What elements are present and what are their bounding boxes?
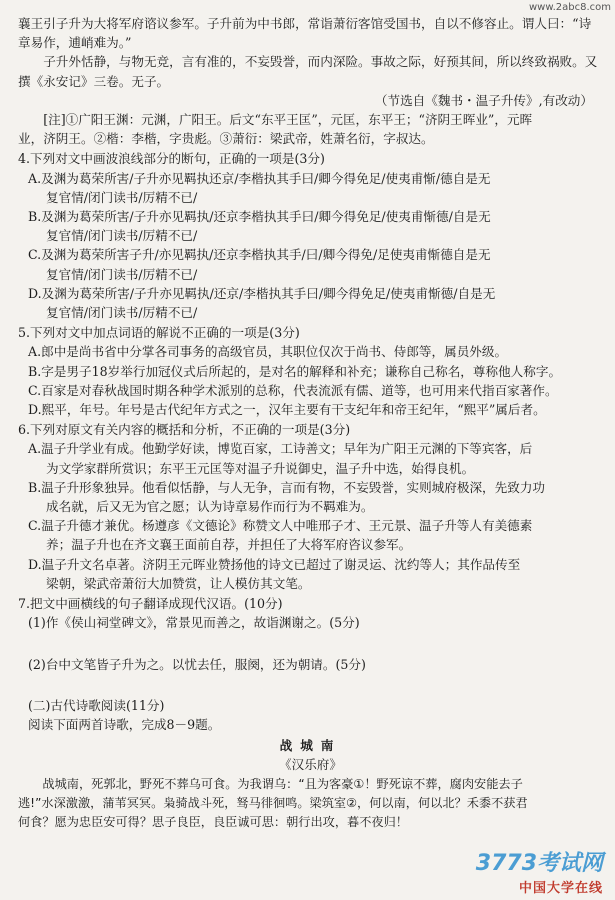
q6-option-c-line2: 养；温子升也在齐文襄王面前自荐，并担任了大将军府咨议参军。 [46,537,412,553]
passage-note-2: 业，济阴王。②楷：李楷，字贵彪。③萧衍：梁武帝，姓萧名衍，字叔达。 [18,131,434,147]
passage-note-1: [注]①广阳王渊：元渊，广阳王。后文“东平王匡”，元匡，东平王；“济阴王晖业”，元晖 [43,112,533,128]
q7-sentence-2: (2)台中文笔皆子升为之。以忧去任，服阕，还为朝请。(5分) [28,656,366,672]
q4-option-c-line1: C.及渊为葛荣所害子升/亦见羁执/还京李楷执其手/曰/卿今得免/足使夷甫惭德自是无 [28,247,491,263]
q4-option-d-line2: 复官情/闭门读书/厉精不已/ [46,305,198,321]
poetry-section-heading: (二)古代诗歌阅读(11分) [28,697,165,713]
passage-source: （节选自《魏书・温子升传》,有改动） [374,92,593,108]
q4-option-c-line2: 复官情/闭门读书/厉精不已/ [46,266,198,282]
q5-stem: 5.下列对文中加点词语的解说不正确的一项是(3分) [18,325,300,341]
exam-content [18,14,603,832]
passage-para-1: 襄王引子升为大将军府谘议参军。子升前为中书郎，常诣萧衍客馆受国书，自以不修容止。谓人曰：“诗章易作，逋峭难为。” [18,16,592,51]
q4-option-b-line1: B.及渊为葛荣所害/子升亦见羁执/还京李楷执其手曰/卿今得免足/使夷甫惭德/自是无 [28,209,491,225]
q7-sentence-1: (1)作《侯山祠堂碑文》，常景见而善之，故诣渊谢之。(5分) [28,615,360,631]
poem-title: 战城南 [279,738,342,754]
passage-para-2: 子升外恬静，与物无竞，言有准的，不妄毁誉，而内深险。事故之际，好预其间，所以终致祸败。又撰《永安记》三卷。无子。 [18,54,598,89]
poem-line-2: 逃!”水深激激，蒲苇冥冥。枭骑战斗死，驽马徘徊鸣。梁筑室②，何以南，何以北？禾黍不获君 [18,795,528,810]
q4-option-a-line1: A.及渊为葛荣所害/子升亦见羁执还京/李楷执其手曰/卿今得免足/使夷甫惭/德自是无 [28,170,491,186]
poetry-instruction: 阅读下面两首诗歌，完成8－9题。 [28,716,221,732]
top-watermark: www.2abc8.com [528,2,611,13]
q4-option-a-line2: 复官情/闭门读书/厉精不已/ [46,189,198,205]
q7-stem: 7.把文中画横线的句子翻译成现代汉语。(10分) [18,596,283,612]
q6-option-c-line1: C.温子升德才兼优。杨遵彦《文德论》称赞文人中唯邢子才、王元景、温子升等人有美德素 [28,518,533,534]
q4-stem: 4.下列对文中画波浪线部分的断句，正确的一项是(3分) [18,151,325,167]
q6-option-a-line1: A.温子升学业有成。他勤学好读，博览百家，工诗善文；早年为广阳王元渊的下等宾客，后 [28,441,533,457]
q6-option-d-line1: D.温子升文名卓著。济阴王元晖业赞扬他的诗文已超过了谢灵运、沈约等人；其作品传至 [28,556,521,572]
poem-source: 《汉乐府》 [279,757,342,773]
brand-tagline: 中国大学在线 [518,881,603,896]
answer-space-2 [18,674,603,696]
q5-option-a: A.郎中是尚书省中分掌各司事务的高级官员，其职位仅次于尚书、侍郎等，属员外级。 [28,344,508,360]
q4-option-d-line1: D.及渊为葛荣所害/子升亦见羁执/还京/李楷执其手曰/卿今得免足/使夷甫惭德/自是无 [28,285,496,301]
q6-option-a-line2: 为文学家群所赏识；东平王元匡等对温子升说御史，温子升中选，始得良机。 [46,460,475,476]
q6-stem: 6.下列对原文有关内容的概括和分析，不正确的一项是(3分) [18,422,351,438]
q5-option-b: B.字是男子18岁举行加冠仪式后所起的，是对名的解释和补充；谦称自己称名，尊称他人称字。 [28,363,562,379]
q6-option-b-line2: 成名就，后又无为官之愿；认为诗章易作而行为不羁难为。 [46,499,374,515]
poem-line-1: 战城南，死郭北，野死不葬乌可食。为我谓乌：“且为客豪①！野死谅不葬，腐肉安能去子 [42,776,523,791]
brand-watermark [476,846,603,896]
q5-option-d: D.熙平，年号。年号是古代纪年方式之一，汉年主要有干支纪年和帝王纪年，“熙平”属后者。 [28,402,546,418]
q6-option-b-line1: B.温子升形象独异。他看似恬静，与人无争，言而有物，不妄毁誉，实则城府极深，先致力功 [28,479,546,495]
q4-option-b-line2: 复官情/闭门读书/厉精不已/ [46,228,198,244]
answer-space-1 [18,633,603,655]
q5-option-c: C.百家是对春秋战国时期各种学术派别的总称，代表流派有儒、道等，也可用来代指百家著作。 [28,382,558,398]
brand-logo: 3773考试网 [475,851,603,876]
poem-line-3: 何食？愿为忠臣安可得？思子良臣，良臣诚可思：朝行出攻，暮不夜归！ [18,814,408,829]
q6-option-d-line2: 梁朝，梁武帝萧衍大加赞赏，让人模仿其文笔。 [46,575,311,591]
